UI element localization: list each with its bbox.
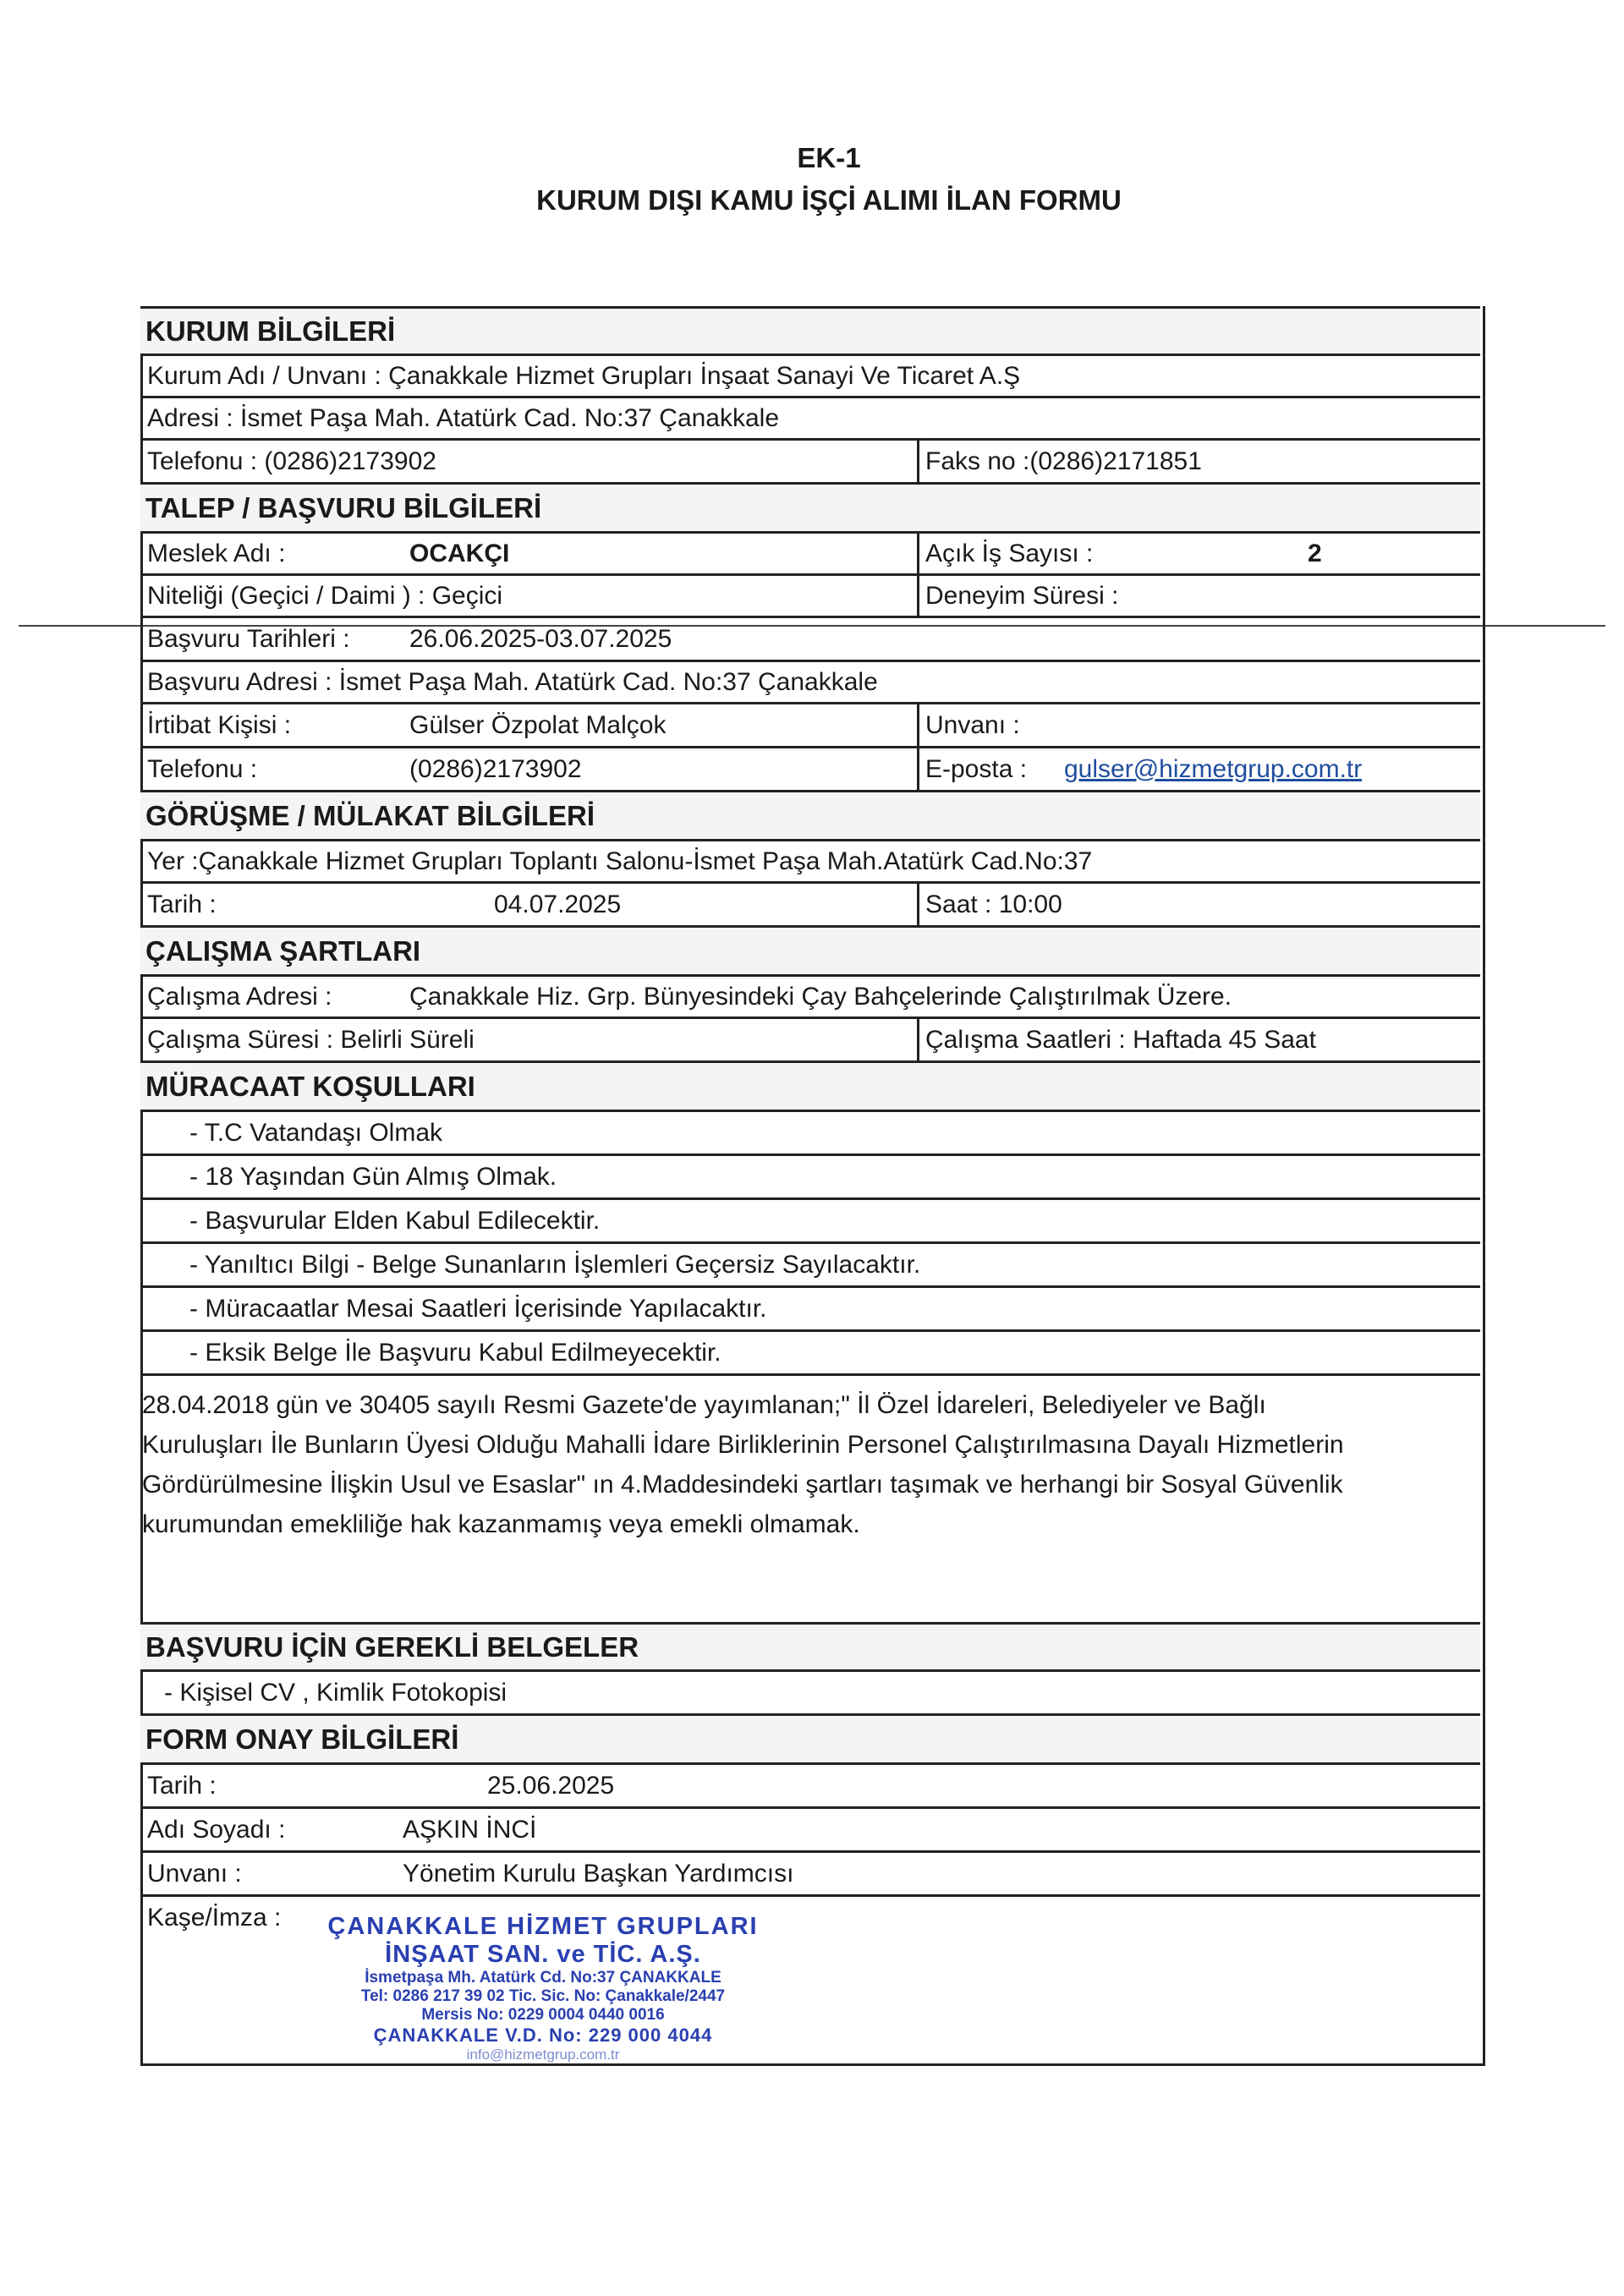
column-divider — [917, 884, 919, 925]
section-onay — [140, 1713, 1480, 1762]
approval-title-value: Yönetim Kurulu Başkan Yardımcısı — [403, 1859, 794, 1888]
column-divider — [917, 1019, 919, 1060]
kurum-fax: Faks no :(0286)2171851 — [925, 447, 1202, 475]
dates-row — [140, 616, 1480, 660]
list-item — [140, 1669, 1480, 1713]
contact-row — [140, 702, 1480, 746]
stamp-label: Kaşe/İmza : — [147, 1904, 282, 1932]
openings-value: 2 — [1308, 539, 1322, 567]
annex-label: EK-1 — [797, 142, 861, 173]
interview-time: Saat : 10:00 — [925, 890, 1062, 918]
interview-place: Yer :Çanakkale Hizmet Grupları Toplantı Salonu-İsmet Paşa Mah.Atatürk Cad.No:37 — [147, 847, 1093, 875]
document-item: - Kişisel CV , Kimlik Fotokopisi — [164, 1678, 508, 1707]
section-muracaat — [140, 1060, 1480, 1110]
condition-item: - T.C Vatandaşı Olmak — [189, 1118, 443, 1147]
list-item — [140, 1197, 1480, 1241]
nature-row — [140, 573, 1480, 616]
contact-title-label: Unvanı : — [925, 710, 1020, 739]
email-label: E-posta : — [925, 754, 1028, 783]
experience-label: Deneyim Süresi : — [925, 581, 1119, 610]
stamp-line: ÇANAKKALE HİZMET GRUPLARI — [327, 1913, 759, 1940]
section-calisma — [140, 925, 1480, 974]
approval-name-label: Adı Soyadı : — [147, 1815, 286, 1844]
work-duration: Çalışma Süresi : Belirli Süreli — [147, 1025, 475, 1054]
work-address-value: Çanakkale Hiz. Grp. Bünyesindeki Çay Bahçelerinde Çalıştırılmak Üzere. — [409, 982, 1232, 1011]
work-address-label: Çalışma Adresi : — [147, 982, 332, 1011]
section-title: TALEP / BAŞVURU BİLGİLERİ — [140, 485, 1480, 531]
stamp-line: ÇANAKKALE V.D. No: 229 000 4044 — [373, 2025, 713, 2046]
contact-phone-row — [140, 746, 1480, 790]
regulation-paragraph — [142, 1385, 1477, 1544]
list-item — [140, 1329, 1480, 1373]
approval-name-row — [140, 1806, 1480, 1850]
stamp-line: info@hizmetgrup.com.tr — [466, 2047, 620, 2063]
condition-item: - Yanıltıcı Bilgi - Belge Sunanların İşlemleri Geçersiz Sayılacaktır. — [189, 1250, 921, 1279]
section-gorusme — [140, 790, 1480, 839]
approval-date-label: Tarih : — [147, 1771, 217, 1800]
interview-date-row — [140, 881, 1480, 925]
section-talep — [140, 482, 1480, 531]
column-divider — [917, 704, 919, 746]
company-stamp — [323, 1913, 763, 2063]
contact-label: İrtibat Kişisi : — [147, 710, 292, 739]
condition-item: - Müracaatlar Mesai Saatleri İçerisinde Yapılacaktır. — [189, 1294, 767, 1323]
column-divider — [917, 576, 919, 616]
section-title: MÜRACAAT KOŞULLARI — [140, 1063, 1480, 1110]
list-item — [140, 1285, 1480, 1329]
kurum-phone-row — [140, 438, 1480, 482]
approval-date-row — [140, 1762, 1480, 1806]
application-address-row — [140, 660, 1480, 702]
list-item — [140, 1241, 1480, 1285]
approval-name-value: AŞKIN İNCİ — [403, 1815, 537, 1844]
kurum-name: Kurum Adı / Unvanı : Çanakkale Hizmet Grupları İnşaat Sanayi Ve Ticaret A.Ş — [147, 361, 1021, 390]
contact-phone-label: Telefonu : — [147, 754, 258, 783]
stamp-line: Mersis No: 0229 0004 0440 0016 — [421, 2006, 665, 2024]
kurum-name-row — [140, 353, 1480, 396]
paragraph-line: kurumundan emekliliğe hak kazanmamış veya emekli olmamak. — [142, 1510, 860, 1538]
nature: Niteliği (Geçici / Daimi ) : Geçici — [147, 581, 503, 610]
stamp-line: İsmetpaşa Mh. Atatürk Cd. No:37 ÇANAKKALE — [365, 1969, 721, 1986]
occupation-row — [140, 531, 1480, 573]
application-address: Başvuru Adresi : İsmet Paşa Mah. Atatürk Cad. No:37 Çanakkale — [147, 667, 878, 696]
kurum-address: Adresi : İsmet Paşa Mah. Atatürk Cad. No:37 Çanakkale — [147, 403, 780, 432]
approval-title-row — [140, 1850, 1480, 1894]
dates-value: 26.06.2025-03.07.2025 — [409, 624, 672, 653]
section-title: BAŞVURU İÇİN GEREKLİ BELGELER — [140, 1625, 1480, 1669]
work-duration-row — [140, 1016, 1480, 1060]
form-title: KURUM DIŞI KAMU İŞÇİ ALIMI İLAN FORMU — [536, 184, 1122, 216]
condition-item: - Eksik Belge İle Başvuru Kabul Edilmeyecektir. — [189, 1338, 721, 1367]
interview-place-row — [140, 839, 1480, 881]
section-kurum — [140, 306, 1480, 353]
dates-label: Başvuru Tarihleri : — [147, 624, 350, 653]
work-hours: Çalışma Saatleri : Haftada 45 Saat — [925, 1025, 1316, 1054]
list-item — [140, 1110, 1480, 1153]
section-title: GÖRÜŞME / MÜLAKAT BİLGİLERİ — [140, 792, 1480, 839]
kurum-address-row — [140, 396, 1480, 438]
section-title: ÇALIŞMA ŞARTLARI — [140, 928, 1480, 974]
stamp-line: Tel: 0286 217 39 02 Tic. Sic. No: Çanakkale/2447 — [360, 1987, 726, 2005]
condition-item: - Başvurular Elden Kabul Edilecektir. — [189, 1206, 601, 1235]
approval-date-value: 25.06.2025 — [487, 1771, 615, 1800]
interview-date-label: Tarih : — [147, 890, 217, 918]
openings-label: Açık İş Sayısı : — [925, 539, 1094, 567]
column-divider — [917, 441, 919, 482]
section-title: FORM ONAY BİLGİLERİ — [140, 1716, 1480, 1762]
occupation-label: Meslek Adı : — [147, 539, 286, 567]
stamp-line: İNŞAAT SAN. ve TİC. A.Ş. — [385, 1941, 701, 1968]
contact-value: Gülser Özpolat Malçok — [409, 710, 667, 739]
list-item — [140, 1153, 1480, 1197]
occupation-value: OCAKÇI — [409, 539, 510, 567]
work-address-row — [140, 974, 1480, 1016]
column-divider — [917, 748, 919, 790]
column-divider — [917, 534, 919, 573]
contact-phone-value: (0286)2173902 — [409, 754, 582, 783]
paragraph-line: Kuruluşları İle Bunların Üyesi Olduğu Mahalli İdare Birliklerinin Personel Çalıştırılmasına Dayalı Hizmetlerin — [142, 1431, 1344, 1459]
interview-date-value: 04.07.2025 — [494, 890, 622, 918]
email-link[interactable]: gulser@hizmetgrup.com.tr — [1064, 754, 1363, 783]
approval-title-label: Unvanı : — [147, 1859, 242, 1888]
paragraph-line: Gördürülmesine İlişkin Usul ve Esaslar" ın 4.Maddesindeki şartları taşımak ve herhangi bir Sosyal Güvenlik — [142, 1471, 1343, 1499]
kurum-phone: Telefonu : (0286)2173902 — [147, 447, 436, 475]
section-belgeler — [140, 1622, 1480, 1669]
section-title: KURUM BİLGİLERİ — [140, 309, 1480, 353]
condition-item: - 18 Yaşından Gün Almış Olmak. — [189, 1162, 557, 1191]
paragraph-line: 28.04.2018 gün ve 30405 sayılı Resmi Gazete'de yayımlanan;" İl Özel İdareleri, Belediyeler ve Bağlı — [142, 1391, 1266, 1419]
